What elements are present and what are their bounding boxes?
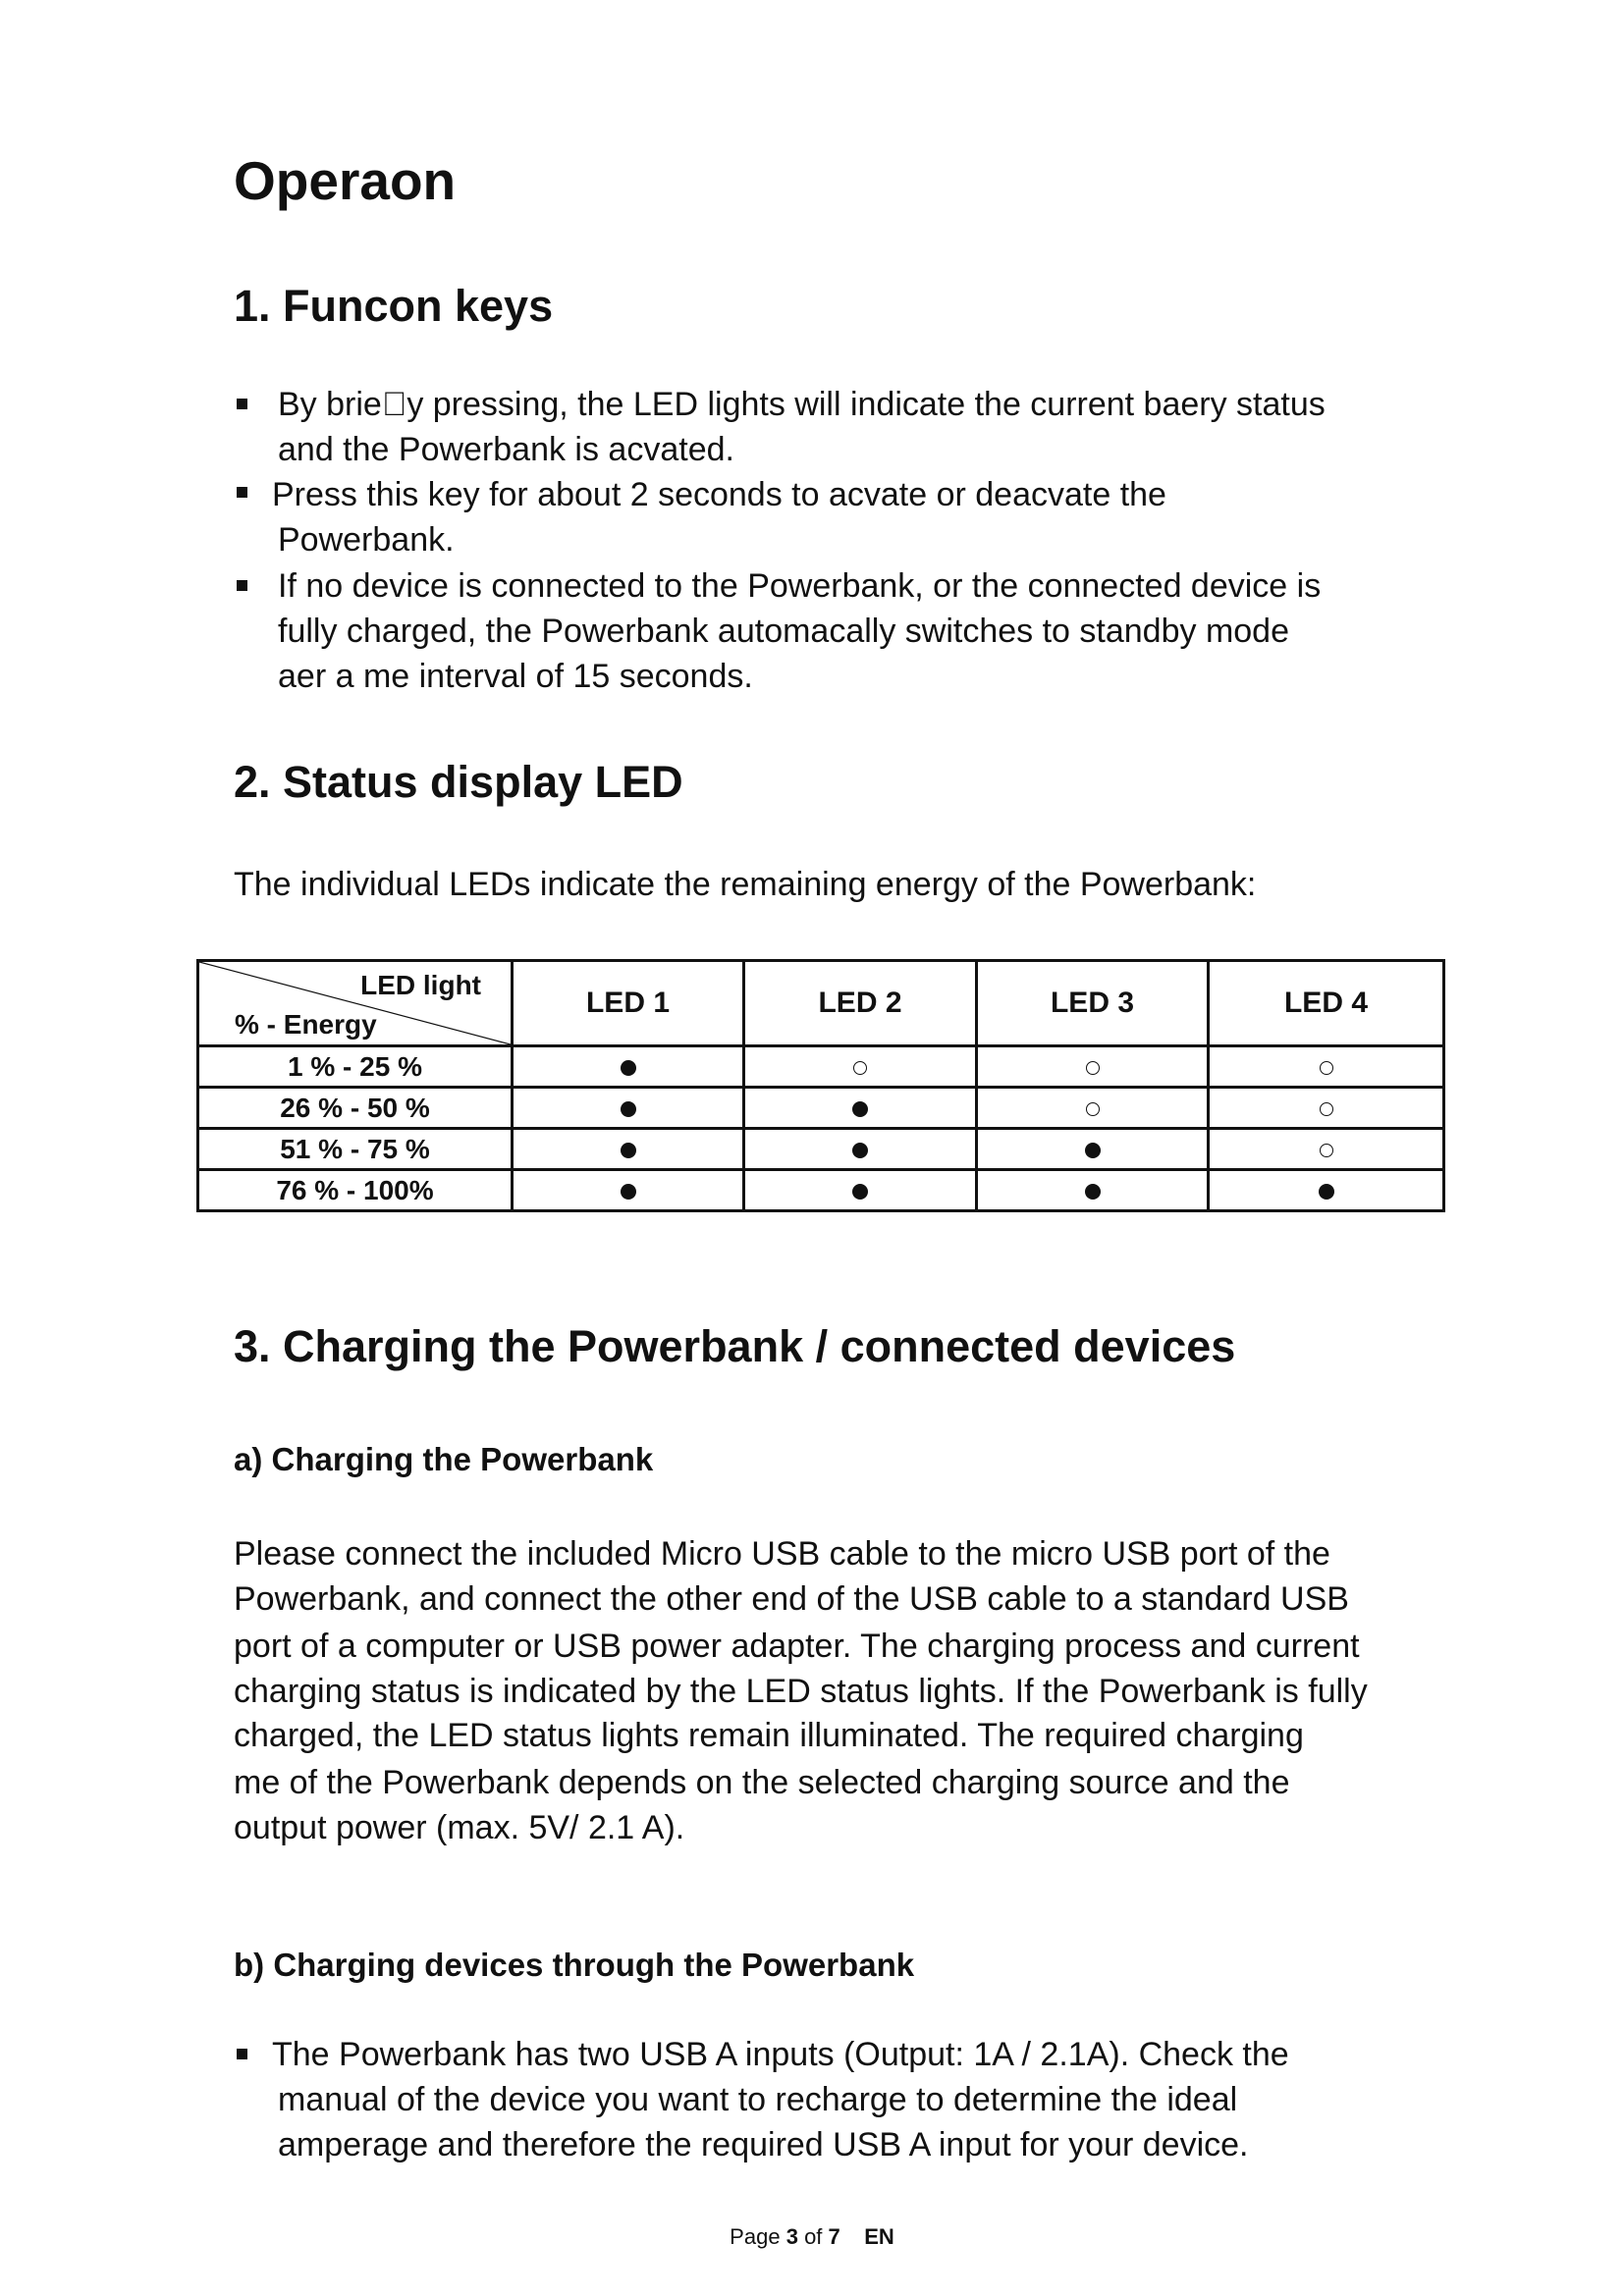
subsection-b-heading: b) Charging devices through the Powerbank	[234, 1947, 915, 1983]
led-state-cell	[1209, 1046, 1444, 1088]
bullet-line: aer a me interval of 15 seconds.	[278, 658, 753, 695]
footer-page-word: Page	[730, 2224, 781, 2249]
led-state-cell	[744, 1129, 977, 1170]
bullet-line: Powerbank.	[278, 521, 455, 559]
paragraph-line: charged, the LED status lights remain illuminated. The required charging	[234, 1717, 1304, 1754]
column-header: LED 1	[513, 961, 744, 1046]
led-state-cell	[744, 1046, 977, 1088]
energy-range-cell: 26 % - 50 %	[198, 1088, 513, 1129]
corner-label-led: LED light	[360, 970, 481, 1000]
table-row	[198, 1170, 1444, 1211]
paragraph-line: output power (max. 5V/ 2.1 A).	[234, 1809, 685, 1846]
footer-page-total: 7	[828, 2224, 840, 2249]
table-corner-cell	[198, 961, 513, 1046]
energy-range-cell: 1 % - 25 %	[198, 1046, 513, 1088]
led-on-icon	[621, 1143, 636, 1158]
led-state-cell	[1209, 1088, 1444, 1129]
led-state-cell	[744, 1170, 977, 1211]
column-header: LED 4	[1209, 961, 1444, 1046]
function-keys-list	[234, 382, 1412, 699]
led-on-icon	[852, 1143, 868, 1158]
energy-range-cell: 51 % - 75 %	[198, 1129, 513, 1170]
table-row	[198, 1088, 1444, 1129]
bullet-line: fully charged, the Powerbank automacally switches to standby mode	[278, 613, 1289, 650]
bullet-line: and the Powerbank is acvated.	[278, 431, 734, 468]
led-state-cell	[977, 1129, 1209, 1170]
footer-language: EN	[864, 2224, 894, 2249]
footer-of-word: of	[804, 2224, 823, 2249]
led-on-icon	[852, 1184, 868, 1200]
page-footer	[0, 2224, 1624, 2250]
column-header: LED 3	[977, 961, 1209, 1046]
bullet-square-icon	[237, 580, 247, 591]
bullet-line: manual of the device you want to recharge to determine the ideal	[278, 2081, 1238, 2118]
charging-devices-list	[234, 2032, 1471, 2167]
section-2-heading: 2. Status display LED	[234, 757, 683, 807]
table-header-row	[198, 961, 1444, 1046]
list-item	[234, 472, 1412, 563]
bullet-line: amperage and therefore the required USB A input for your device.	[278, 2126, 1249, 2163]
bullet-line: If no device is connected to the Powerbank, or the connected device is	[278, 567, 1322, 605]
led-on-icon	[1319, 1184, 1334, 1200]
footer-page-number: 3	[785, 2224, 798, 2249]
led-off-icon	[853, 1061, 867, 1075]
paragraph-line: charging status is indicated by the LED status lights. If the Powerbank is fully	[234, 1673, 1368, 1710]
page-title: Operaon	[234, 150, 457, 211]
bullet-line: The Powerbank has two USB A inputs (Output: 1A / 2.1A). Check the	[272, 2036, 1289, 2073]
led-on-icon	[1085, 1184, 1101, 1200]
led-on-icon	[1085, 1143, 1101, 1158]
paragraph-line: Please connect the included Micro USB cable to the micro USB port of the	[234, 1535, 1330, 1573]
paragraph-line: port of a computer or USB power adapter. The charging process and current	[234, 1628, 1360, 1665]
led-state-cell	[977, 1088, 1209, 1129]
bullet-line: Press this key for about 2 seconds to acvate or deacvate the	[272, 476, 1166, 513]
list-item	[234, 382, 1412, 472]
led-state-cell	[513, 1046, 744, 1088]
status-intro: The individual LEDs indicate the remaining energy of the Powerbank:	[234, 866, 1257, 903]
list-item	[234, 563, 1412, 699]
energy-range-cell: 76 % - 100%	[198, 1170, 513, 1211]
paragraph-line: me of the Powerbank depends on the selected charging source and the	[234, 1764, 1290, 1801]
subsection-a-heading: a) Charging the Powerbank	[234, 1441, 654, 1477]
led-state-cell	[1209, 1129, 1444, 1170]
led-off-icon	[1086, 1102, 1100, 1116]
bullet-square-icon	[237, 487, 247, 498]
bullet-line: By brie y pressing, the LED lights will indicate the current baery status	[278, 386, 1326, 423]
led-status-table	[196, 959, 1445, 1212]
led-off-icon	[1320, 1102, 1333, 1116]
led-on-icon	[852, 1101, 868, 1117]
led-state-cell	[513, 1129, 744, 1170]
table-row	[198, 1046, 1444, 1088]
led-off-icon	[1320, 1061, 1333, 1075]
led-state-cell	[1209, 1170, 1444, 1211]
charging-paragraph	[234, 1531, 1471, 1850]
led-on-icon	[621, 1060, 636, 1076]
list-item	[234, 2032, 1471, 2167]
bullet-square-icon	[237, 2049, 247, 2059]
led-off-icon	[1320, 1144, 1333, 1157]
led-on-icon	[621, 1101, 636, 1117]
led-state-cell	[977, 1046, 1209, 1088]
section-1-heading: 1. Funcon keys	[234, 281, 554, 331]
led-state-cell	[513, 1088, 744, 1129]
bullet-square-icon	[237, 399, 247, 409]
paragraph-line: Powerbank, and connect the other end of the USB cable to a standard USB	[234, 1580, 1349, 1618]
section-3-heading: 3. Charging the Powerbank / connected devices	[234, 1321, 1236, 1371]
led-off-icon	[1086, 1061, 1100, 1075]
led-state-cell	[513, 1170, 744, 1211]
column-header: LED 2	[744, 961, 977, 1046]
led-state-cell	[744, 1088, 977, 1129]
led-on-icon	[621, 1184, 636, 1200]
led-state-cell	[977, 1170, 1209, 1211]
table-row	[198, 1129, 1444, 1170]
corner-label-energy: % - Energy	[235, 1009, 377, 1040]
